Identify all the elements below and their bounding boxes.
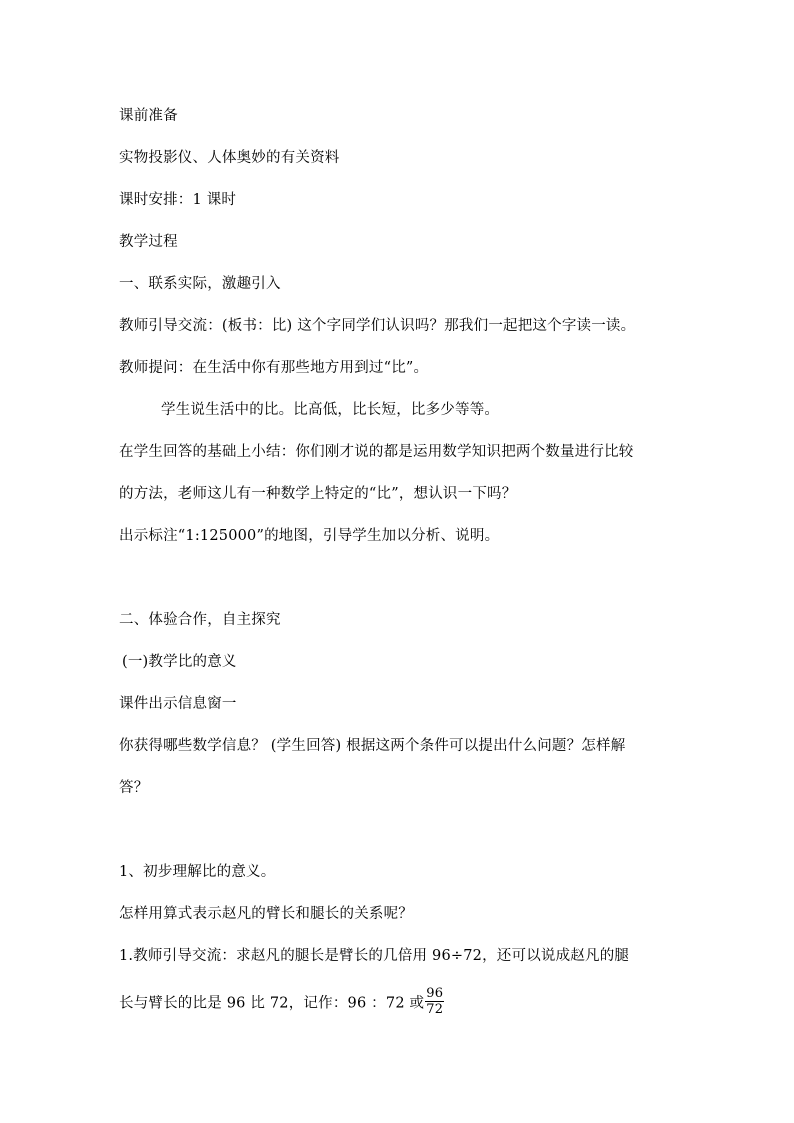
paragraph-line: 教师提问：在生活中你有那些地方用到过“比”。 [119, 360, 429, 376]
heading-teaching-process: 教学过程 [119, 234, 178, 250]
section-heading-one: 一、联系实际，激趣引入 [119, 276, 281, 292]
paragraph-line: 出示标注“1:125000”的地图，引导学生加以分析、说明。 [119, 528, 500, 544]
paragraph-line: 你获得哪些数学信息？ (学生回答) 根据这两个条件可以提出什么问题？怎样解 [119, 738, 626, 754]
fraction-denominator: 72 [426, 1002, 444, 1017]
fraction-numerator: 96 [426, 986, 444, 1001]
section-heading-two: 二、体验合作，自主探究 [119, 612, 281, 628]
paragraph-line: 怎样用算式表示赵凡的臂长和腿长的关系呢？ [119, 906, 413, 922]
heading-lesson-preparation: 课前准备 [119, 108, 178, 124]
paragraph-line: 课件出示信息窗一 [119, 696, 237, 712]
class-hours-text: 课时安排：1 课时 [119, 192, 237, 208]
paragraph-line: 的方法，老师这儿有一种数学上特定的“比”，想认识一下吗？ [119, 486, 517, 502]
paragraph-line: 答？ [119, 780, 149, 796]
fraction-lead-text: 长与臂长的比是 96 比 72，记作：96 ：72 或 [119, 995, 425, 1012]
subsection-heading: (一)教学比的意义 [122, 654, 237, 670]
numbered-heading: 1、初步理解比的意义。 [119, 864, 276, 880]
paragraph-line: 1.教师引导交流：求赵凡的腿长是臂长的几倍用 96÷72，还可以说成赵凡的腿 [119, 948, 630, 964]
paragraph-line: 在学生回答的基础上小结：你们刚才说的都是运用数学知识把两个数量进行比较 [119, 444, 634, 460]
paragraph-line-with-fraction [119, 988, 444, 1019]
paragraph-line: 学生说生活中的比。比高低，比长短，比多少等等。 [161, 402, 500, 418]
fraction [425, 986, 444, 1017]
materials-text: 实物投影仪、人体奥妙的有关资料 [119, 150, 340, 166]
paragraph-line: 教师引导交流：(板书：比) 这个字同学们认识吗？那我们一起把这个字读一读。 [119, 318, 636, 334]
